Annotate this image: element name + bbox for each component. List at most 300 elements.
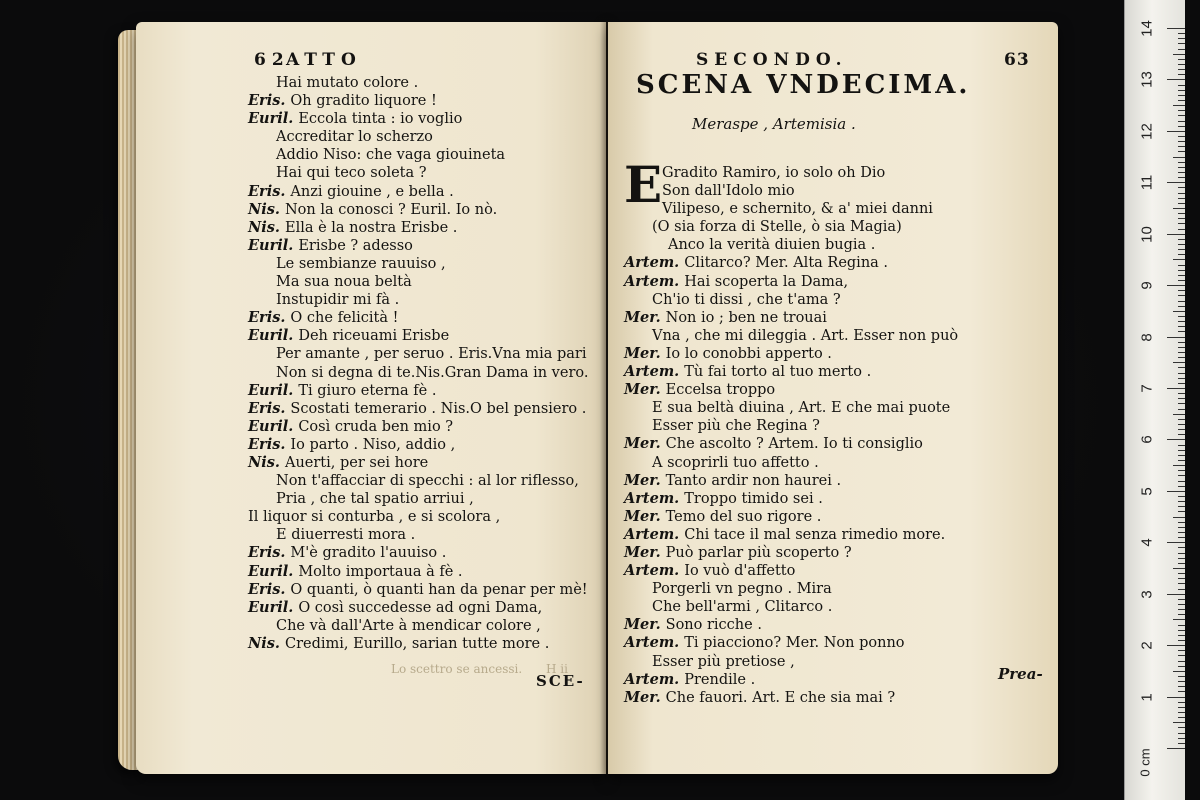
ruler-number: 12 (1138, 123, 1156, 140)
speaker-name: Artem. (624, 634, 680, 652)
ruler-tick (1178, 547, 1185, 548)
speaker-name: Euril. (248, 598, 294, 616)
speaker-name: Nis. (248, 200, 280, 218)
ruler-number: 4 (1138, 538, 1156, 547)
ruler-tick (1178, 537, 1185, 538)
verse-text: Io parto . Niso, addio , (290, 436, 456, 453)
verse-text: Ti giuro eterna fè . (298, 382, 437, 399)
ruler-tick (1178, 573, 1185, 574)
ruler-tick (1178, 445, 1185, 446)
ruler-tick (1178, 398, 1185, 399)
verse-line (624, 653, 958, 671)
ruler-number: 8 (1138, 332, 1156, 342)
verse-line (248, 400, 588, 418)
ruler-tick (1178, 198, 1185, 199)
left-page-number: 62 (254, 50, 290, 70)
verse-line (248, 472, 588, 490)
verse-text: (O sia forza di Stelle, ò sia Magia) (652, 219, 902, 236)
ruler-tick (1178, 115, 1185, 116)
ruler-tick (1173, 568, 1185, 569)
signature-mark: H ii (546, 662, 568, 676)
verse-line (248, 490, 588, 508)
verse-text: Esser più che Regina ? (652, 418, 820, 435)
ruler-tick (1178, 74, 1185, 75)
speaker-name: Eris. (248, 435, 286, 453)
ruler-number: 1 (1138, 692, 1156, 702)
ruler-tick (1178, 321, 1185, 322)
ruler-tick (1178, 604, 1185, 605)
verse-line (248, 92, 588, 110)
ruler-tick (1178, 589, 1185, 590)
ruler-tick (1173, 362, 1185, 363)
ruler-tick (1178, 203, 1185, 204)
verse-line (624, 472, 958, 490)
left-verse-block (248, 74, 588, 653)
ruler-tick (1167, 697, 1185, 698)
verse-line (624, 417, 958, 435)
verse-line (624, 490, 958, 508)
ruler-tick (1178, 655, 1185, 656)
verse-line (248, 327, 588, 345)
verse-line (248, 563, 588, 581)
verse-text: Le sembianze rauuiso , (276, 255, 446, 272)
bleed-through-text: Lo scettro se ancessi. (391, 662, 523, 676)
ruler-tick (1178, 460, 1185, 461)
verse-text: Ma sua noua beltà (276, 274, 412, 291)
verse-text: E diuerresti mora . (276, 527, 416, 544)
verse-text: Che và dall'Arte à mendicar colore , (276, 617, 541, 634)
verse-line (248, 382, 588, 400)
verse-line (624, 164, 958, 182)
verse-text: O quanti, ò quanti han da penar per mè! (290, 581, 588, 598)
ruler-tick (1167, 439, 1185, 440)
ruler-tick (1178, 609, 1185, 610)
verse-text: Ella è la nostra Erisbe . (284, 219, 458, 236)
verse-text: Tù fai torto al tuo merto . (684, 364, 872, 381)
verse-line (248, 436, 588, 454)
verse-line (624, 218, 958, 236)
verse-line (248, 345, 588, 363)
speaker-name: Mer. (624, 507, 661, 525)
verse-text: Esser più pretiose , (652, 653, 795, 670)
verse-line (248, 273, 588, 291)
verse-line (624, 381, 958, 399)
verse-line (248, 164, 588, 182)
ruler-tick (1178, 316, 1185, 317)
verse-line (624, 363, 958, 381)
ruler-tick (1178, 270, 1185, 271)
verse-text: Anco la verità diuien bugia . (668, 237, 876, 254)
verse-text: Instupidir mi fà . (276, 292, 400, 309)
verse-line (624, 562, 958, 580)
speaker-name: Artem. (624, 525, 680, 543)
speaker-name: Nis. (248, 218, 280, 236)
verse-text: Vilipeso, e schernito, & a' miei danni (662, 201, 933, 218)
ruler-tick (1178, 383, 1185, 384)
verse-line (624, 671, 958, 689)
ruler-tick (1178, 244, 1185, 245)
speaker-name: Mer. (624, 616, 661, 634)
verse-line (624, 327, 958, 345)
ruler-tick (1178, 126, 1185, 127)
open-book (118, 22, 1068, 782)
verse-text: Il liquor si conturba , e si scolora , (248, 509, 501, 526)
verse-text: Eccelsa troppo (665, 382, 776, 399)
speaker-name: Eris. (248, 182, 286, 200)
verse-line (624, 182, 958, 200)
ruler-tick (1167, 285, 1185, 286)
ruler-tick (1178, 635, 1185, 636)
verse-text: Non io ; ben ne trouai (665, 309, 827, 326)
ruler-tick (1178, 455, 1185, 456)
verse-text: Porgerli vn pegno . Mira (652, 581, 832, 598)
verse-text: Molto importaua à fè . (298, 563, 463, 580)
verse-line (248, 526, 588, 544)
ruler-tick (1178, 90, 1185, 91)
ruler-tick (1178, 681, 1185, 682)
ruler-tick (1178, 522, 1185, 523)
verse-text: Tanto ardir non haurei . (665, 472, 842, 489)
verse-text: Eccola tinta : io voglio (298, 111, 463, 128)
ruler-tick (1178, 470, 1185, 471)
ruler-tick (1178, 306, 1185, 307)
ruler-tick (1167, 594, 1185, 595)
ruler-tick (1178, 506, 1185, 507)
ruler-tick (1178, 702, 1185, 703)
ruler-tick (1178, 167, 1185, 168)
verse-text: Anzi giouine , e bella . (290, 183, 454, 200)
verse-text: Addio Niso: che vaga giouineta (276, 147, 506, 164)
ruler-tick (1178, 239, 1185, 240)
speaker-name: Euril. (248, 417, 294, 435)
ruler-tick (1178, 110, 1185, 111)
ruler-tick (1178, 501, 1185, 502)
verse-line (248, 110, 588, 128)
ruler-tick (1178, 326, 1185, 327)
verse-text: O così succedesse ad ogni Dama, (298, 599, 543, 616)
verse-text: Son dall'Idolo mio (662, 183, 795, 200)
verse-text: Ch'io ti dissi , che t'ama ? (652, 291, 841, 308)
ruler-tick (1178, 59, 1185, 60)
ruler-tick (1178, 686, 1185, 687)
verse-line (248, 617, 588, 635)
verse-text: Gradito Ramiro, io solo oh Dio (662, 165, 886, 181)
ruler-number: 9 (1138, 281, 1156, 290)
verse-line (624, 689, 958, 707)
ruler-tick (1167, 131, 1185, 132)
verse-line (624, 616, 958, 634)
ruler-tick (1178, 223, 1185, 224)
ruler-tick (1178, 717, 1185, 718)
ruler-tick (1178, 301, 1185, 302)
verse-line (248, 309, 588, 327)
ruler-tick (1178, 403, 1185, 404)
ruler-tick (1178, 496, 1185, 497)
verse-text: Pria , che tal spatio arriui , (276, 491, 474, 508)
ruler-tick (1178, 146, 1185, 147)
verse-text: Prendile . (684, 671, 756, 688)
ruler-tick (1167, 542, 1185, 543)
speaker-name: Artem. (624, 489, 680, 507)
verse-line (624, 634, 958, 652)
speaker-name: Eris. (248, 580, 286, 598)
ruler-number: 6 (1138, 435, 1156, 445)
speaker-name: Artem. (624, 272, 680, 290)
verse-line (248, 581, 588, 599)
verse-line (624, 454, 958, 472)
ruler-tick (1178, 43, 1185, 44)
ruler-tick (1178, 177, 1185, 178)
speaker-name: Euril. (248, 236, 294, 254)
ruler-tick (1178, 563, 1185, 564)
right-page-number: 63 (1004, 50, 1030, 70)
ruler-tick (1178, 743, 1185, 744)
ruler-tick (1167, 388, 1185, 389)
ruler-tick (1178, 475, 1185, 476)
verse-text: Oh gradito liquore ! (290, 93, 437, 110)
ruler-number: 13 (1138, 71, 1156, 89)
speaker-name: Artem. (624, 562, 680, 580)
verse-text: Auerti, per sei hore (284, 454, 429, 471)
verse-text: Per amante , per seruo . Eris.Vna mia pari (276, 346, 587, 363)
measurement-ruler (1124, 0, 1185, 800)
verse-line (624, 399, 958, 417)
ruler-tick (1178, 424, 1185, 425)
ruler-tick (1178, 249, 1185, 250)
ruler-tick (1178, 527, 1185, 528)
ruler-tick (1178, 352, 1185, 353)
ruler-tick (1178, 676, 1185, 677)
ruler-tick (1178, 33, 1185, 34)
ruler-tick (1167, 491, 1185, 492)
ruler-tick (1173, 414, 1185, 415)
verse-text: O che felicità ! (290, 310, 399, 327)
verse-line (624, 254, 958, 272)
ruler-tick (1178, 733, 1185, 734)
ruler-tick (1178, 578, 1185, 579)
ruler-tick (1178, 187, 1185, 188)
ruler-tick (1173, 54, 1185, 55)
speaker-name: Euril. (248, 381, 294, 399)
verse-text: Io vuò d'affetto (684, 563, 796, 580)
ruler-tick (1178, 367, 1185, 368)
verse-line (248, 508, 588, 526)
verse-line (248, 418, 588, 436)
verse-text: Accreditar lo scherzo (276, 129, 433, 146)
ruler-tick (1178, 450, 1185, 451)
ruler-tick (1178, 295, 1185, 296)
left-page (136, 22, 606, 774)
verse-text: Sono ricche . (665, 617, 762, 634)
scene-title: SCENA VNDECIMA. (636, 70, 971, 100)
ruler-tick (1178, 419, 1185, 420)
speaker-name: Mer. (624, 308, 661, 326)
ruler-tick (1178, 85, 1185, 86)
ruler-tick (1178, 213, 1185, 214)
speaker-name: Nis. (248, 634, 280, 652)
verse-line (248, 291, 588, 309)
ruler-unit-label: 0 cm (1137, 748, 1153, 777)
speaker-name: Mer. (624, 435, 661, 453)
ruler-tick (1178, 511, 1185, 512)
verse-line (248, 255, 588, 273)
ruler-tick (1178, 265, 1185, 266)
ruler-tick (1178, 625, 1185, 626)
verse-text: Troppo timido sei . (684, 490, 823, 507)
speaker-name: Mer. (624, 688, 661, 706)
verse-line (248, 128, 588, 146)
ruler-number: 5 (1138, 487, 1156, 496)
verse-line (624, 200, 958, 218)
right-page (608, 22, 1058, 774)
ruler-tick (1178, 193, 1185, 194)
verse-line (624, 236, 958, 254)
ruler-number: 3 (1138, 590, 1156, 599)
ruler-tick (1173, 208, 1185, 209)
verse-line (248, 454, 588, 472)
ruler-tick (1178, 290, 1185, 291)
speaker-name: Artem. (624, 254, 680, 272)
verse-text: Hai scoperta la Dama, (684, 273, 849, 290)
drop-cap: E (624, 155, 663, 214)
verse-text: Così cruda ben mio ? (298, 418, 454, 435)
speaker-name: Artem. (624, 363, 680, 381)
ruler-number: 10 (1138, 225, 1156, 243)
ruler-tick (1167, 645, 1185, 646)
ruler-tick (1167, 337, 1185, 338)
verse-text: Temo del suo rigore . (665, 508, 822, 525)
verse-text: Che ascolto ? Artem. Io ti consiglio (665, 436, 923, 453)
ruler-tick (1178, 49, 1185, 50)
ruler-tick (1178, 275, 1185, 276)
verse-text: Erisbe ? adesso (298, 237, 413, 254)
verse-text: Clitarco? Mer. Alta Regina . (684, 255, 889, 272)
ruler-tick (1178, 95, 1185, 96)
left-running-head: ATTO (286, 50, 362, 70)
ruler-tick (1178, 151, 1185, 152)
verse-text: Che bell'armi , Clitarco . (652, 599, 833, 616)
verse-line (248, 237, 588, 255)
speaker-name: Eris. (248, 399, 286, 417)
ruler-tick (1178, 409, 1185, 410)
right-running-head: SECONDO. (696, 50, 848, 70)
ruler-number: 14 (1138, 20, 1156, 37)
verse-line (248, 544, 588, 562)
verse-text: Non si degna di te.Nis.Gran Dama in vero. (276, 364, 589, 381)
verse-text: Scostati temerario . Nis.O bel pensiero . (290, 400, 587, 417)
verse-line (248, 201, 588, 219)
verse-line (248, 146, 588, 164)
right-verse-block (624, 164, 958, 707)
ruler-tick (1178, 347, 1185, 348)
speaker-name: Euril. (248, 110, 294, 128)
verse-text: E sua beltà diuina , Art. E che mai puote (652, 400, 951, 417)
ruler-tick (1178, 481, 1185, 482)
speaker-name: Mer. (624, 471, 661, 489)
ruler-tick (1178, 650, 1185, 651)
ruler-tick (1178, 691, 1185, 692)
ruler-tick (1178, 640, 1185, 641)
speaker-name: Mer. (624, 543, 661, 561)
verse-line (248, 74, 588, 92)
ruler-tick (1178, 218, 1185, 219)
verse-line (624, 598, 958, 616)
ruler-tick (1178, 661, 1185, 662)
ruler-tick (1167, 748, 1185, 749)
speaker-name: Artem. (624, 670, 680, 688)
ruler-tick (1178, 141, 1185, 142)
verse-line (624, 273, 958, 291)
ruler-tick (1173, 671, 1185, 672)
ruler-tick (1178, 162, 1185, 163)
scene-characters: Meraspe , Artemisia . (692, 115, 856, 133)
verse-text: M'è gradito l'auuiso . (290, 545, 447, 562)
verse-text: Vna , che mi dileggia . Art. Esser non può (652, 327, 959, 344)
ruler-tick (1178, 707, 1185, 708)
verse-line (248, 364, 588, 382)
ruler-tick (1173, 311, 1185, 312)
verse-text: Che fauori. Art. E che sia mai ? (665, 689, 896, 706)
ruler-tick (1178, 254, 1185, 255)
verse-line (248, 599, 588, 617)
verse-line (624, 309, 958, 327)
ruler-tick (1178, 100, 1185, 101)
ruler-tick (1167, 234, 1185, 235)
verse-text: Deh riceuami Erisbe (298, 328, 450, 345)
verse-text: A scoprirli tuo affetto . (652, 454, 819, 471)
speaker-name: Euril. (248, 327, 294, 345)
speaker-name: Eris. (248, 92, 286, 110)
verse-text: Chi tace il mal senza rimedio more. (684, 526, 946, 543)
ruler-tick (1178, 738, 1185, 739)
speaker-name: Mer. (624, 381, 661, 399)
ruler-tick (1178, 38, 1185, 39)
verse-text: Ti piacciono? Mer. Non ponno (684, 635, 905, 652)
ruler-tick (1178, 357, 1185, 358)
left-catchword: SCE- (536, 672, 585, 690)
verse-text: Non la conosci ? Euril. Io nò. (284, 201, 498, 218)
ruler-tick (1178, 486, 1185, 487)
verse-line (624, 345, 958, 363)
ruler-number: 7 (1138, 384, 1156, 393)
ruler-tick (1173, 517, 1185, 518)
verse-line (624, 526, 958, 544)
ruler-tick (1178, 532, 1185, 533)
ruler-tick (1178, 229, 1185, 230)
ruler-tick (1178, 393, 1185, 394)
ruler-tick (1178, 121, 1185, 122)
ruler-number: 2 (1138, 641, 1156, 650)
ruler-tick (1178, 712, 1185, 713)
verse-line (624, 508, 958, 526)
speaker-name: Euril. (248, 562, 294, 580)
verse-line (624, 544, 958, 562)
ruler-tick (1173, 259, 1185, 260)
verse-line (624, 435, 958, 453)
ruler-tick (1178, 373, 1185, 374)
verse-text: Può parlar più scoperto ? (665, 544, 852, 561)
ruler-tick (1167, 28, 1185, 29)
verse-text: Hai qui teco soleta ? (276, 165, 427, 182)
speaker-name: Eris. (248, 544, 286, 562)
ruler-tick (1173, 619, 1185, 620)
ruler-tick (1178, 553, 1185, 554)
verse-text: Credimi, Eurillo, sarian tutte more . (284, 635, 550, 652)
ruler-tick (1178, 599, 1185, 600)
ruler-tick (1178, 583, 1185, 584)
ruler-tick (1167, 182, 1185, 183)
verse-line (624, 291, 958, 309)
